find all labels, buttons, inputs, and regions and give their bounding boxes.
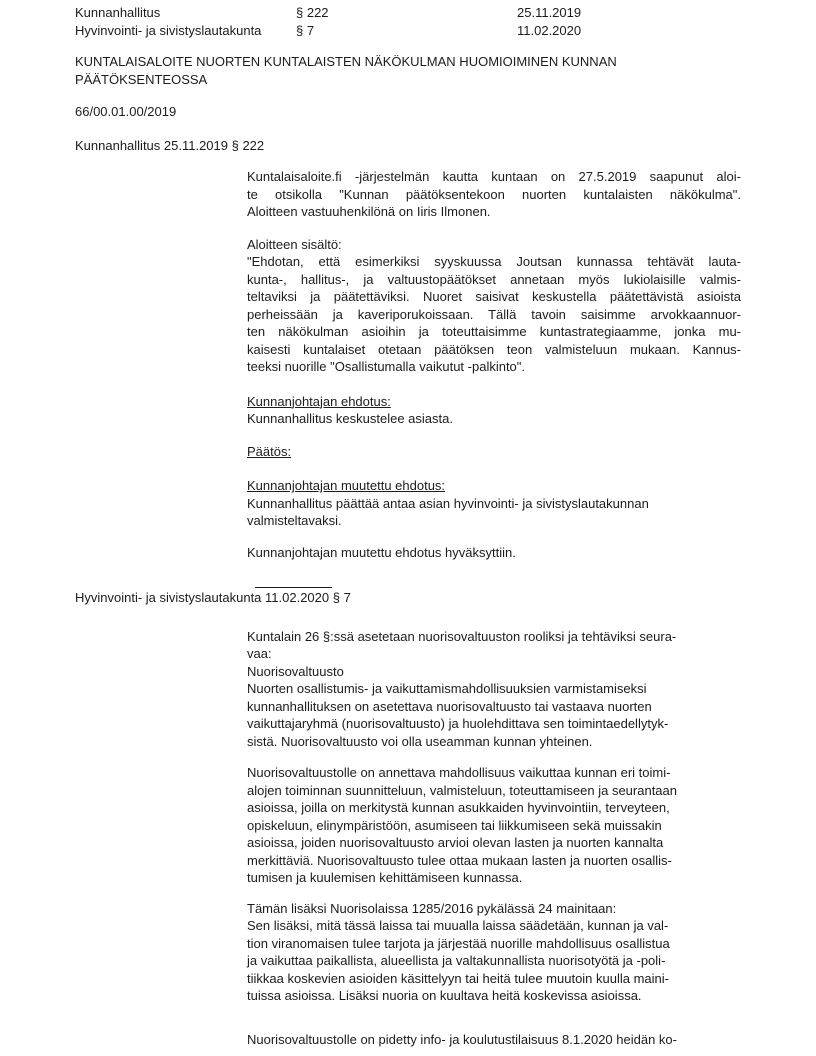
paragraph-youth-act [247,900,741,1005]
paragraph-youth-council-role [247,764,741,887]
paragraph-line: asioissa, joilla on merkitystä kunnan asukkaiden hyvinvointiin, terveyteen, [247,800,670,815]
title-line: KUNTALAISALOITE NUORTEN KUNTALAISTEN NÄKÖKULMAN HUOMIOIMINEN KUNNAN [75,54,617,69]
proposal-body: Kunnanhallitus keskustelee asiasta. [247,411,453,426]
paragraph-line: Aloitteen vastuuhenkilönä on Iiris Ilmonen. [247,204,491,219]
paragraph-initiative-content [247,236,741,376]
paragraph-line: kaisesti kuntalaiset otetaan päätöksen teon valmisteluun mukaan. Kannus- [247,341,741,357]
paragraph-line: teeksi nuorille "Osallistumalla vaikutut -palkinto". [247,359,526,374]
paragraph-line: asioissa, joiden nuorisovaltuusto arvioi olevan lasten ja nuorten kannalta [247,835,664,850]
section-separator-line [255,587,332,588]
paragraph-decision [247,443,741,461]
paragraph-changed-decision [247,544,741,562]
paragraph-line: "Ehdotan, että esimerkiksi syyskuussa Joutsan kunnassa tehtävät lauta- [247,254,741,269]
case-number: 66/00.01.00/2019 [75,104,177,119]
paragraph-line: teltaviksi ja päätettäviksi. Nuoret saisivat keskustella päätettävistä asioista [247,289,741,304]
paragraph-changed-proposal [247,477,741,530]
paragraph-line: tion viranomaisen tulee tarjota ja järjestää nuorille mahdollisuus osallistua [247,935,670,951]
header-row [75,22,741,40]
paragraph-line: Kunnanhallitus päättää antaa asian hyvinvointi- ja sivistyslautakunnan [247,495,649,511]
paragraph-line: opiskeluun, elinympäristöön, asumiseen tai liikkumiseen sekä muissakin [247,817,662,833]
paragraph-line: Tämän lisäksi Nuorisolaissa 1285/2016 pykälässä 24 mainitaan: [247,900,617,916]
document-content [75,4,741,1048]
paragraph-municipal-act [247,628,741,751]
paragraph-line: perheissään ja kaveriporukoissaan. Tällä tavoin saisimme arvokkaannuor- [247,306,741,322]
paragraph-line: sistä. Nuorisovaltuusto voi olla useamman kunnan yhteinen. [247,733,593,749]
paragraph-line: Nuorisovaltuustolle on pidetty info- ja koulutustilaisuus 8.1.2020 heidän ko- [247,1031,677,1047]
title-line: PÄÄTÖKSENTEOSSA [75,71,208,87]
proposal-label: Kunnanjohtajan ehdotus: [247,393,391,409]
handling-header [75,4,741,39]
header-row [75,4,741,22]
paragraph-line: Sen lisäksi, mitä tässä laissa tai muualla laissa säädetään, kunnan ja val- [247,918,669,933]
changed-proposal-label: Kunnanjohtajan muutettu ehdotus: [247,478,446,493]
paragraph-line: Nuorten osallistumis- ja vaikuttamismahdollisuuksien varmistamiseksi [247,681,647,696]
handling-body-name: Hyvinvointi- ja sivistyslautakunta [75,22,262,38]
handling-date: 25.11.2019 [517,5,582,20]
handling-body-name: Kunnanhallitus [75,5,161,20]
paragraph-intro [247,168,741,221]
handling-date: 11.02.2020 [517,22,582,38]
paragraph-proposal [247,393,741,428]
decision-label: Päätös: [247,443,292,459]
paragraph-line: Kuntalaisaloite.fi -järjestelmän kautta kuntaan on 27.5.2019 saapunut aloi- [247,169,741,184]
paragraph-line: ten näkökulman asioihin ja toteuttaisimme kuntastrategiaamme, jonka mu- [247,324,741,339]
paragraph-line: Kunnanjohtajan muutettu ehdotus hyväksyttiin. [247,544,516,560]
paragraph-line: valmisteltavaksi. [247,513,342,528]
paragraph-line: vaa: [247,646,272,661]
paragraph-line: te otsikolla "Kunnan päätöksentekoon nuorten kuntalaisten näkökulma". [247,186,741,202]
document-title [75,53,741,88]
paragraph-line: Kuntalain 26 §:ssä asetetaan nuorisovaltuuston rooliksi ja tehtäviksi seura- [247,628,677,644]
paragraph-line: kunta-, hallitus-, ja valtuustopäätökset annetaan myös lukiolaisille valmis- [247,271,741,287]
section2-heading: Hyvinvointi- ja sivistyslautakunta 11.02.2020 § 7 [75,590,351,605]
section1-heading: Kunnanhallitus 25.11.2019 § 222 [75,137,265,153]
paragraph-line: kunnanhallituksen on asetettava nuorisovaltuusto tai vastaava nuorten [247,698,652,714]
paragraph-line: Nuorisovaltuusto [247,663,344,679]
paragraph-line: Nuorisovaltuustolle on annettava mahdollisuus vaikuttaa kunnan eri toimi- [247,765,671,780]
paragraph-info-session [247,1031,741,1049]
paragraph-line: tumisen ja kuulemisen kehittämiseen kunnassa. [247,870,523,885]
paragraph-line: ja vaikuttaa paikallista, alueellista ja valtakunnallista nuorisotyötä ja -poli- [247,953,666,968]
paragraph-line: tiikkaa koskevien asioiden käsittelyyn tai heitä tulee muutoin kuulla maini- [247,970,669,986]
paragraph-line: alojen toiminnan suunnitteluun, valmisteluun, toteuttamiseen ja seurantaan [247,782,677,798]
paragraph-line: merkittäviä. Nuorisovaltuusto tulee ottaa mukaan lasten ja nuorten osallis- [247,852,672,868]
paragraph-line: tuissa asioissa. Lisäksi nuoria on kuultava heitä koskevissa asioissa. [247,988,642,1003]
handling-section-mark: § 222 [296,5,329,20]
paragraph-line: vaikuttajaryhmä (nuorisovaltuusto) ja huolehdittava sen toimintaedellytyk- [247,716,669,731]
handling-section-mark: § 7 [296,22,315,38]
paragraph-line: Aloitteen sisältö: [247,236,342,252]
